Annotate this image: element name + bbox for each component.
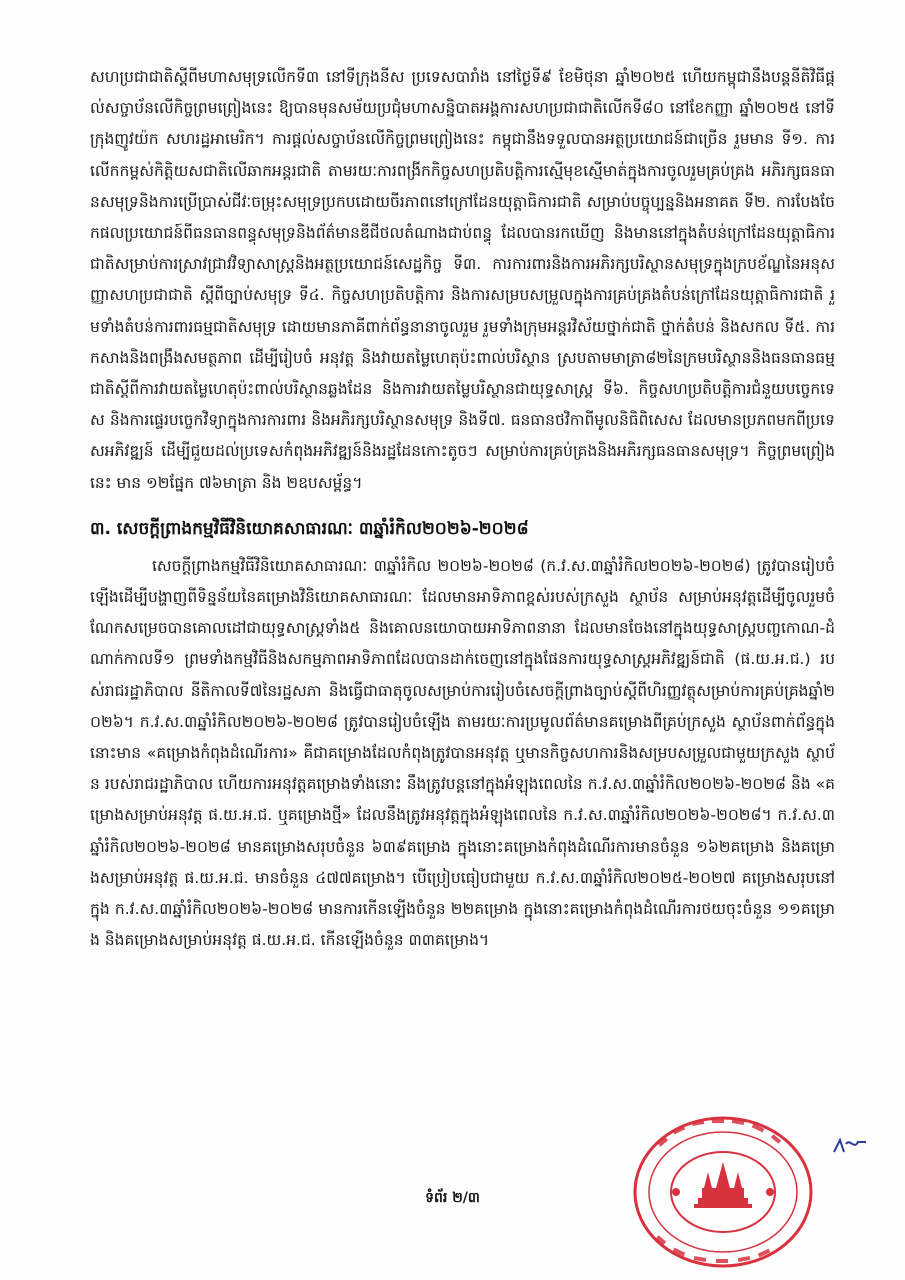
official-seal-icon <box>628 1100 838 1270</box>
document-body <box>90 62 835 956</box>
signature-mark-icon <box>832 1134 868 1158</box>
body-paragraph-1: សហប្រជាជាតិស្តីពីមហាសមុទ្រលើកទី៣ នៅទីក្រុងនីស ប្រទេសបារាំង នៅថ្ងៃទី៩ ខែមិថុនា ឆ្នាំ២០២៥ ហើយកម្ពុជានឹងបន្តនីតិវិធីផ្តល់សច្ចាប័នលើកិច្ចព្រមព្រៀងនេះ ឱ្យបានមុនសម័យប្រជុំមហាសន្និបាតអង្គការសហប្រជាជាតិលើកទី៨០ នៅខែកញ្ញា ឆ្នាំ២០២៥ នៅទីក្រុងញូវយ៉ក សហរដ្ឋអាមេរិក។ ការផ្តល់សច្ចាប័នលើកិច្ចព្រមព្រៀងនេះ កម្ពុជានឹងទទួលបានអត្ថប្រយោជន៍ជាច្រើន រួមមាន ទី១. ការលើកកម្ពស់កិត្តិយសជាតិលើឆាកអន្តរជាតិ តាមរយៈការពង្រីកកិច្ចសហប្រតិបត្តិការស្មើមុខស្មើមាត់ក្នុងការចូលរួមគ្រប់គ្រង អភិរក្សធនធានសមុទ្រនិងការប្រើប្រាស់ជីវៈចម្រុះសមុទ្រប្រកបដោយចីរភាពនៅក្រៅដែនយុត្តាធិការជាតិ សម្រាប់បច្ចុប្បន្ននិងអនាគត ទី២. ការបែងចែកផលប្រយោជន៍ពីធនធានពន្ធុសមុទ្រនិងព័ត៌មានឌីជីថលតំណាងជាប់ពន្ធុ ដែលបានរកឃើញ និងមាននៅក្នុងតំបន់ក្រៅដែនយុត្តាធិការជាតិសម្រាប់ការស្រាវជ្រាវវិទ្យាសាស្ត្រនិងអត្ថប្រយោជន៍សេដ្ឋកិច្ច ទី៣. ការការពារនិងការអភិរក្សបរិស្ថានសមុទ្រក្នុងក្របខ័ណ្ឌនៃអនុសញ្ញាសហប្រជាជាតិ ស្តីពីច្បាប់សមុទ្រ ទី៤. កិច្ចសហប្រតិបត្តិការ និងការសម្របសម្រួលក្នុងការគ្រប់គ្រងតំបន់ក្រៅដែនយុត្តាធិការជាតិ រួមទាំងតំបន់ការពារធម្មជាតិសមុទ្រ ដោយមានភាគីពាក់ព័ន្ធនានាចូលរួម រួមទាំងក្រុមអន្តរវិស័យថ្នាក់ជាតិ ថ្នាក់តំបន់ និងសកល ទី៥. ការកសាងនិងពង្រឹងសមត្ថភាព ដើម្បីរៀបចំ អនុវត្ត និងវាយតម្លៃហេតុប៉ះពាល់បរិស្ថាន ស្របតាមមាត្រា៨២នៃក្រមបរិស្ថាននិងធនធានធម្មជាតិស្តីពីការវាយតម្លៃហេតុប៉ះពាល់បរិស្ថានឆ្លងដែន និងការវាយតម្លៃបរិស្ថានជាយុទ្ធសាស្ត្រ ទី៦. កិច្ចសហប្រតិបត្តិការជំនួយបច្ចេកទេស និងការផ្ទេរបច្ចេកវិទ្យាក្នុងការការពារ និងអភិរក្សបរិស្ថានសមុទ្រ និងទី៧. ធនធានថវិកាពីមូលនិធិពិសេស ដែលមានប្រភពមកពីប្រទេសអភិវឌ្ឍន៍ ដើម្បីជួយដល់ប្រទេសកំពុងអភិវឌ្ឍន៍និងរដ្ឋដែនកោះតូចៗ សម្រាប់ការគ្រប់គ្រងនិងអភិរក្សធនធានសមុទ្រ។ កិច្ចព្រមព្រៀងនេះ មាន ១២ផ្នែក ៧៦មាត្រា និង ២ឧបសម្ព័ន្ធ។ <box>90 68 835 492</box>
page-number: ទំព័រ ២/៣ <box>425 1190 480 1206</box>
body-paragraph-2: សេចក្តីព្រាងកម្មវិធីវិនិយោគសាធារណៈ ៣ឆ្នាំរំកិល ២០២៦-២០២៨ (ក.វ.ស.៣ឆ្នាំរំកិល២០២៦-២០២៨) ត្រូវបានរៀបចំឡើងដើម្បីបង្ហាញពីទិន្នន័យនៃគម្រោងវិនិយោគសាធារណៈ ដែលមានអាទិភាពខ្ពស់របស់ក្រសួង ស្ថាប័ន សម្រាប់អនុវត្តដើម្បីចូលរួមចំណែកសម្រេចបានគោលដៅជាយុទ្ធសាស្ត្រទាំង៥ និងគោលនយោបាយអាទិភាពនានា ដែលមានចែងនៅក្នុងយុទ្ធសាស្ត្របញ្ចកោណ-ដំណាក់កាលទី១ ព្រមទាំងកម្មវិធីនិងសកម្មភាពអាទិភាពដែលបានដាក់ចេញនៅក្នុងផែនការយុទ្ធសាស្ត្រអភិវឌ្ឍន៍ជាតិ (ផ.យ.អ.ជ.) របស់រាជរដ្ឋាភិបាល នីតិកាលទី៧នៃរដ្ឋសភា និងធ្វើជាធាតុចូលសម្រាប់ការរៀបចំសេចក្តីព្រាងច្បាប់ស្តីពីហិរញ្ញវត្ថុសម្រាប់ការគ្រប់គ្រងឆ្នាំ២០២៦។ ក.វ.ស.៣ឆ្នាំរំកិល២០២៦-២០២៨ ត្រូវបានរៀបចំឡើង តាមរយៈការប្រមូលព័ត៌មានគម្រោងពីគ្រប់ក្រសួង ស្ថាប័នពាក់ព័ន្ធក្នុងនោះមាន «គម្រោងកំពុងដំណើរការ» គឺជាគម្រោងដែលកំពុងត្រូវបានអនុវត្ត ឬមានកិច្ចសហការនិងសម្របសម្រួលជាមួយក្រសួង ស្ថាប័ន របស់រាជរដ្ឋាភិបាល ហើយការអនុវត្តគម្រោងទាំងនោះ នឹងត្រូវបន្តនៅក្នុងអំឡុងពេលនៃ ក.វ.ស.៣ឆ្នាំរំកិល២០២៦-២០២៨ និង «គម្រោងសម្រាប់អនុវត្ត ផ.យ.អ.ជ. ឬគម្រោងថ្មី» ដែលនឹងត្រូវអនុវត្តក្នុងអំឡុងពេលនៃ ក.វ.ស.៣ឆ្នាំរំកិល២០២៦-២០២៨។ ក.វ.ស.៣ឆ្នាំរំកិល២០២៦-២០២៨ មានគម្រោងសរុបចំនួន ៦៣៩គម្រោង ក្នុងនោះគម្រោងកំពុងដំណើរការមានចំនួន ១៦២គម្រោង និងគម្រោងសម្រាប់អនុវត្ត ផ.យ.អ.ជ. មានចំនួន ៤៧៧គម្រោង។ បើប្រៀបធៀបជាមួយ ក.វ.ស.៣ឆ្នាំរំកិល២០២៥-២០២៧ គម្រោងសរុបនៅក្នុង ក.វ.ស.៣ឆ្នាំរំកិល២០២៦-២០២៨ មានការកើនឡើងចំនួន ២២គម្រោង ក្នុងនោះគម្រោងកំពុងដំណើរការថយចុះចំនួន ១១គម្រោង និងគម្រោងសម្រាប់អនុវត្ត ផ.យ.អ.ជ. កើនឡើងចំនួន ៣៣គម្រោង។ <box>90 556 835 950</box>
section-heading: ៣. សេចក្តីព្រាងកម្មវិធីវិនិយោគសាធារណៈ ៣ឆ្នាំរំកិល២០២៦-២០២៨ <box>90 518 529 539</box>
